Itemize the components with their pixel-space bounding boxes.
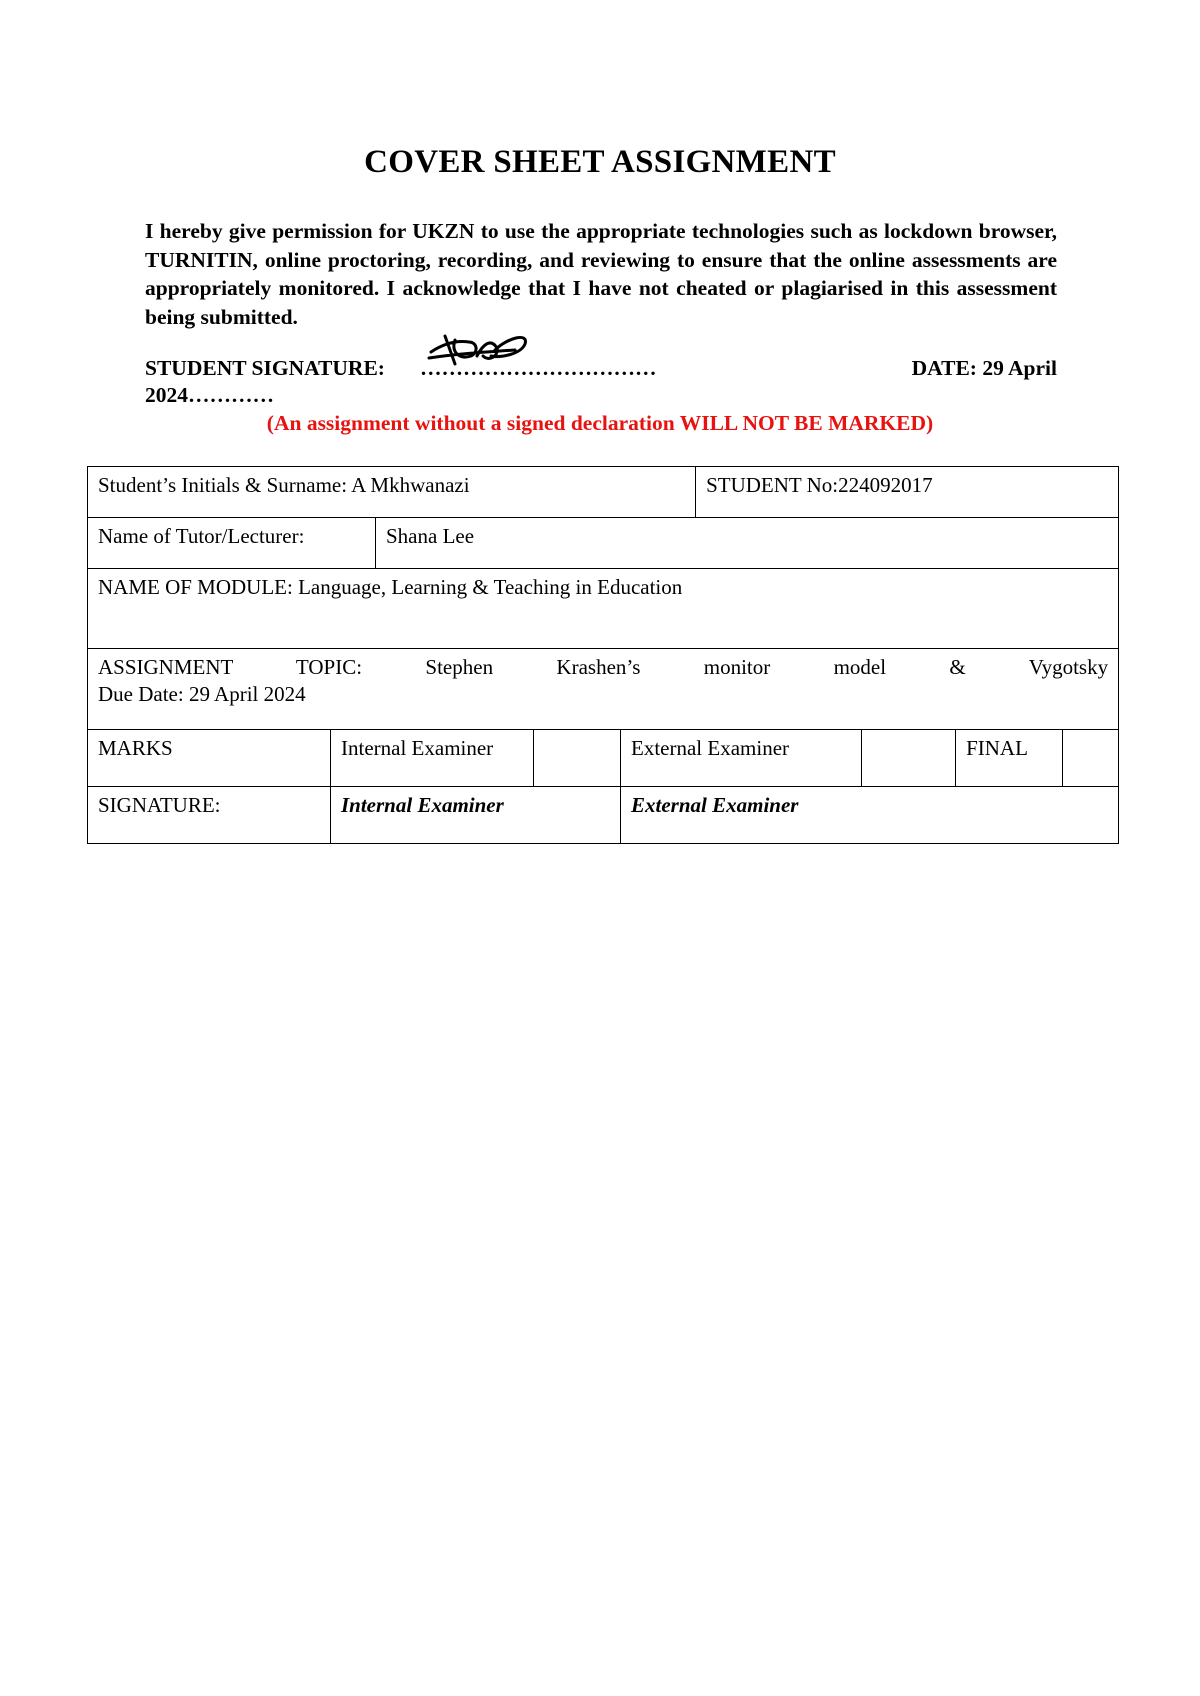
topic-cell [88,649,1119,730]
final-label-cell: FINAL [956,730,1063,787]
table-row [88,569,1119,649]
table-row [88,518,1119,569]
date-continuation: 2024………… [145,383,274,407]
table-row [88,787,1119,844]
student-signature-label: STUDENT SIGNATURE: [145,356,385,380]
marks-label-cell: MARKS [88,730,331,787]
declaration-warning: (An assignment without a signed declaration WILL NOT BE MARKED) [266,411,934,435]
external-signature-cell: External Examiner [621,787,1119,844]
internal-mark-cell [534,730,621,787]
table-row [88,467,1119,518]
final-mark-cell [1063,730,1119,787]
cover-details-table [87,466,1119,844]
due-date: Due Date: 29 April 2024 [98,682,306,706]
page-title: COVER SHEET ASSIGNMENT [364,144,836,180]
table-row [88,730,1119,787]
table-row [88,649,1119,730]
tutor-name-cell: Shana Lee [376,518,1119,569]
signature-label-cell: SIGNATURE: [88,787,331,844]
external-mark-cell [862,730,956,787]
student-name-cell: Student’s Initials & Surname: A Mkhwanazi [88,467,696,518]
date-label: DATE: 29 April [911,356,1057,380]
permission-statement: I hereby give permission for UKZN to use the appropriate technologies such as lockdown browser, TURNITIN, online proctoring, recording, and reviewing to ensure that the online assessments are appropriately monitored. I acknowledge that I have not cheated or plagiarised in this assessment being submitted. [145,219,1057,329]
tutor-label-cell: Name of Tutor/Lecturer: [88,518,376,569]
signature-dotted-line: …………………………… [420,356,657,380]
internal-signature-cell: Internal Examiner [331,787,621,844]
module-cell: NAME OF MODULE: Language, Learning & Teaching in Education [88,569,1119,649]
assignment-topic: ASSIGNMENT TOPIC: Stephen Krashen’s monitor model & Vygotsky [98,655,1109,679]
external-examiner-label-cell: External Examiner [621,730,862,787]
handwritten-signature [425,330,535,370]
student-number-cell: STUDENT No:224092017 [696,467,1119,518]
internal-examiner-label-cell: Internal Examiner [331,730,534,787]
